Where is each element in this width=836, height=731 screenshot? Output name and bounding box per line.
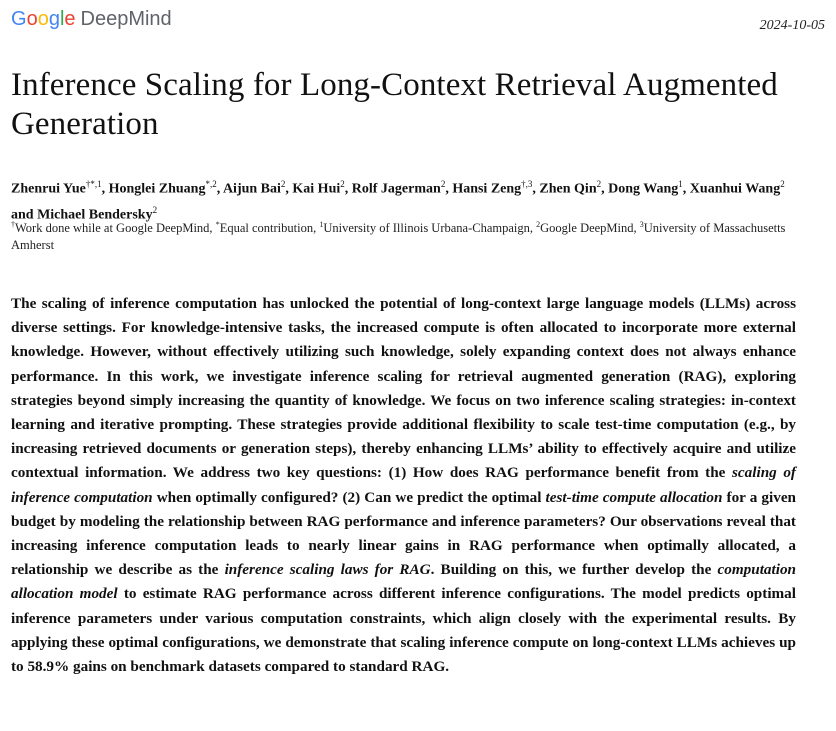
author-affiliation-marker: 2 [596, 179, 602, 189]
author-name: Aijun Bai [222, 181, 281, 197]
abstract-emphasis: inference scaling laws for RAG [224, 561, 431, 579]
abstract [11, 292, 796, 679]
logo-letter: o [37, 8, 49, 30]
author-name: Kai Hui [292, 181, 341, 197]
author-affiliation-marker: 2 [780, 179, 785, 189]
logo-letter: l [59, 8, 65, 30]
affiliation-marker: 1 [319, 220, 324, 229]
deepmind-wordmark: DeepMind [80, 8, 172, 30]
affiliation-marker: † [11, 220, 15, 229]
abstract-emphasis: test-time compute allocation [545, 488, 723, 506]
author-affiliation-marker: *,2 [205, 179, 217, 189]
author-affiliation-marker: †*,1 [85, 179, 102, 189]
logo-letter: g [48, 8, 60, 30]
author-affiliation-marker: 2 [152, 204, 158, 215]
logo-letter: G [11, 8, 27, 30]
author-affiliation-marker: 1 [678, 179, 683, 189]
author-name: Michael Bendersky [37, 207, 153, 223]
affiliation-list [11, 216, 801, 254]
author-affiliation-marker: 2 [440, 179, 446, 189]
author-name: Hansi Zeng [452, 181, 522, 197]
google-wordmark [11, 6, 76, 32]
author-list: Zhenrui Yue$^{\dagger*,1}$, Honglei Zhuang$^{*,2}$, Aijun Bai$^2$, Kai Hui$^2$, Rolf Jagerman$^2$, Hansi Zeng$^{\dagger,3}$, Zhen Qin$^2$, Dong Wang$^1$, Xuanhui Wang$^2$ and Michael Bendersky$^2$ [11, 179, 785, 223]
affiliation-text: University of Illinois Urbana-Champaign, [323, 221, 534, 236]
logo-letter: o [26, 8, 38, 30]
abstract-text: The scaling of inference computation has unlocked the potential of long-context large language models (LLMs) across diverse settings. For knowledge-intensive tasks, the increased compute is often allocated to incorporate more external knowledge. However, without effectively utilizing such knowledge, solely expanding context does not always enhance performance. In this work, we investigate inference scaling for retrieval augmented generation (RAG), exploring strategies beyond simply increasing the quantity of knowledge. We focus on two inference scaling strategies: in-context learning and iterative prompting. These strategies provide additional flexibility to scale test-time computation (e.g., by increasing retrieved documents or generation steps), thereby enhancing LLMs’ ability to effectively acquire and utilize contextual information. We address two key questions: (1) How does RAG performance benefit from the [11, 295, 796, 482]
abstract-text: to estimate RAG performance across different inference configurations. The model predicts optimal inference parameters under various computation constraints, which align closely with the experimental results. By applying these optimal configurations, we demonstrate that scaling inference compute on long-context LLMs achieves up to 58.9% gains on benchmark datasets compared to standard RAG. [11, 585, 797, 676]
affiliation-text: Work done while at Google DeepMind, [15, 221, 213, 236]
affiliation-text: Google DeepMind, [540, 221, 637, 236]
publication-date: 2024-10-05 [759, 18, 825, 33]
author-affiliation-marker: 2 [340, 179, 345, 189]
author-name: Dong Wang [608, 181, 679, 197]
author-name: Honglei Zhuang [108, 181, 206, 197]
abstract-text: when optimally configured? (2) Can we predict the optimal [152, 488, 546, 506]
abstract-emphasis: computation allocation model [11, 561, 796, 603]
author-conjunction: and [11, 207, 38, 223]
affiliation-text: University of Massachusetts Amherst [11, 221, 786, 253]
page-header [11, 6, 825, 34]
abstract-text: for a given budget by modeling the relationship between RAG performance and inference parameters? Our observations reveal that increasing inference computation leads to nearly linear gains in RAG performance when optimally allocated, a relationship we describe as the [11, 488, 797, 579]
author-affiliation-marker: †,3 [521, 179, 533, 189]
abstract-emphasis: scaling of inference computation [11, 464, 796, 506]
author-name: Rolf Jagerman [351, 181, 441, 197]
author-name: Xuanhui Wang [689, 181, 781, 197]
abstract-text: . Building on this, we further develop the [430, 561, 718, 579]
logo-letter: e [64, 8, 76, 30]
affiliation-marker: * [215, 220, 220, 229]
google-deepmind-logo [11, 6, 172, 32]
author-name: Zhenrui Yue [11, 181, 86, 197]
affiliation-marker: 3 [639, 220, 644, 229]
paper-title: Inference Scaling for Long-Context Retrieval Augmented Generation [11, 67, 778, 142]
author-affiliation-marker: 2 [280, 179, 286, 189]
affiliation-text: Equal contribution, [219, 221, 317, 236]
author-name: Zhen Qin [539, 181, 597, 197]
affiliation-marker: 2 [536, 220, 541, 229]
